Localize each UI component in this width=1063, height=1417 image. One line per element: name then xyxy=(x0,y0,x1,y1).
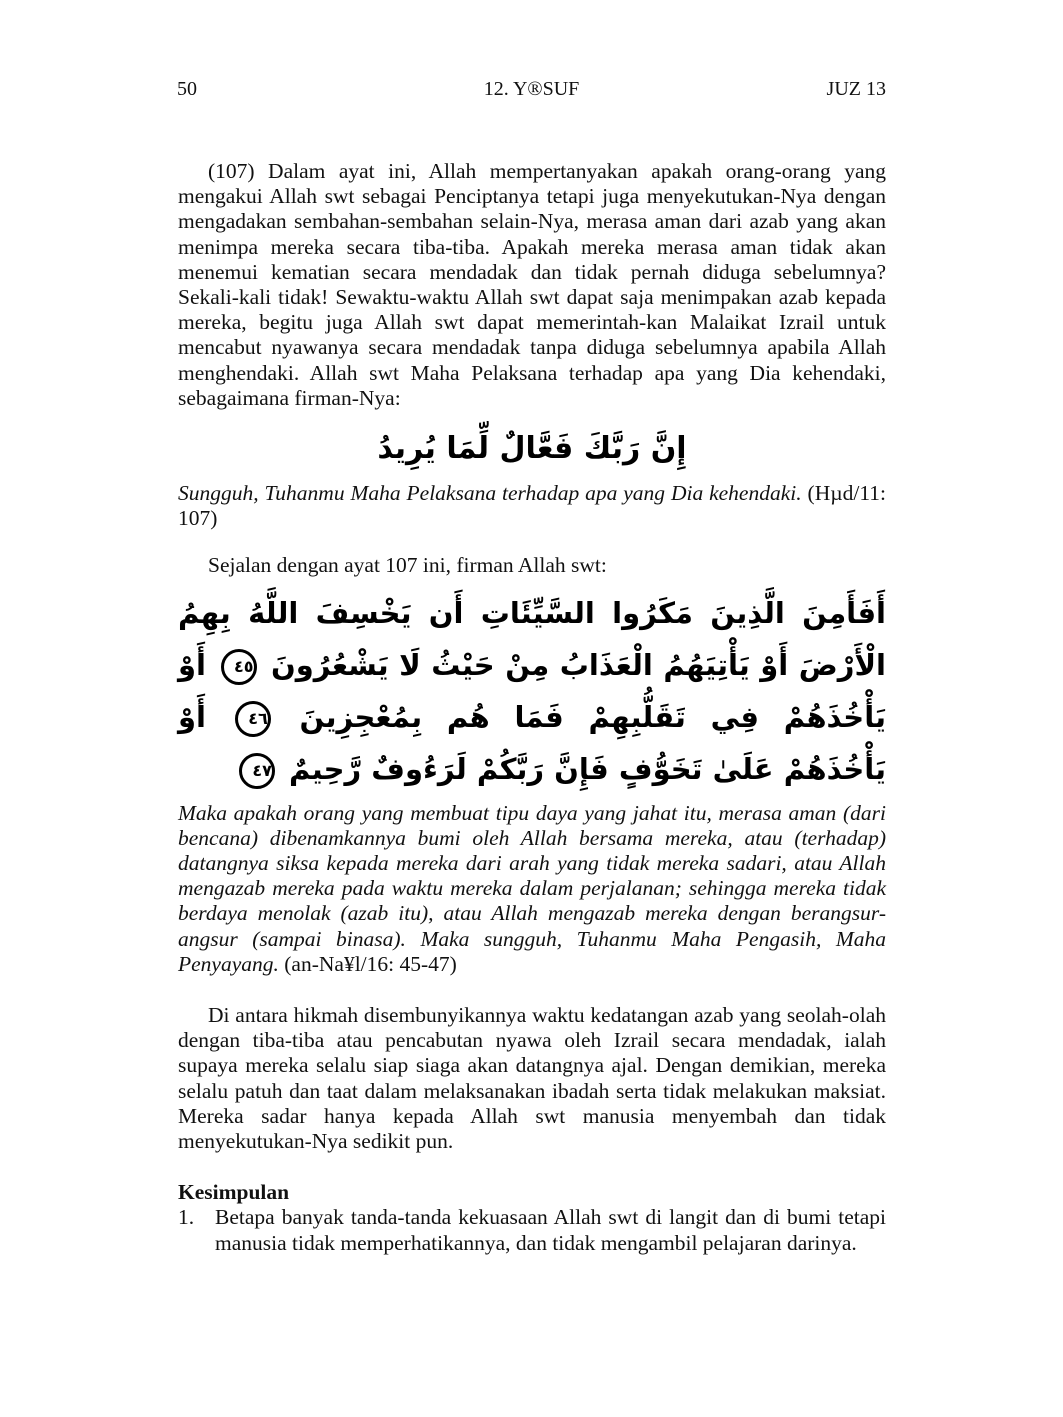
list-item xyxy=(178,1205,886,1255)
ayah-number-46: ٤٦ xyxy=(235,701,271,737)
juz-label: JUZ 13 xyxy=(826,78,886,100)
verse-1-translation: Sungguh, Tuhanmu Maha Pelaksana terhadap apa yang Dia kehendaki. xyxy=(178,481,802,506)
list-item-text: Betapa banyak tanda-tanda kekuasaan Allah swt di langit dan di bumi tetapi manusia tidak memperhatikannya, dan tidak mengambil pelajaran darinya. xyxy=(215,1205,886,1255)
list-item-number: 1. xyxy=(178,1205,195,1230)
verse-1-translation-block xyxy=(178,481,886,531)
arabic-verse-hud-107: إِنَّ رَبَّكَ فَعَّالٌ لِّمَا يُرِيدُ xyxy=(377,431,687,467)
arabic-ayah-45: أَفَأَمِنَ الَّذِينَ مَكَرُوا السَّيِّئَاتِ أَن يَخْسِفَ اللَّهُ بِهِمُ الْأَرْضَ أَوْ يَأْتِيَهُمُ الْعَذَابُ مِنْ حَيْثُ لَا يَشْعُرُونَ xyxy=(178,595,886,682)
conclusion-heading: Kesimpulan xyxy=(178,1180,290,1205)
ayah-number-47: ٤٧ xyxy=(239,753,275,789)
surah-title: 12. Y®SUF xyxy=(483,78,580,100)
verse-2-translation-block xyxy=(178,801,886,977)
paragraph-tafsir-107: (107) Dalam ayat ini, Allah mempertanyakan apakah orang-orang yang mengakui Allah swt sebagai Penciptanya tetapi juga menyekutukan-Nya dengan mengadakan sembahan-sembahan selain-Nya, merasa aman dari azab yang akan menimpa mereka secara tiba-tiba. Apakah mereka merasa aman tidak akan menemui kematian secara mendadak dan tidak pernah diduga sebelumnya? Sekali-kali tidak! Sewaktu-waktu Allah swt dapat saja menimpakan azab kepada mereka, begitu juga Allah swt dapat memerintah-kan Malaikat Izrail untuk mencabut nyawanya secara mendadak tanpa diduga sebelumnya apabila Allah menghendaki. Allah swt Maha Pelaksana terhadap apa yang Dia kehendaki, sebagaimana firman-Nya: xyxy=(178,159,886,410)
running-header xyxy=(177,76,886,106)
intro-verse-2: Sejalan dengan ayat 107 ini, firman Allah swt: xyxy=(208,553,607,578)
verse-2-reference: (an-Na¥l/16: 45-47) xyxy=(284,951,457,976)
verse-1-reference: (Hµd/11: 107) xyxy=(178,481,887,531)
verse-2-translation: Maka apakah orang yang membuat tipu daya yang jahat itu, merasa aman (dari bencana) dibenamkannya bumi oleh Allah bersama mereka, atau (terhadap) datangnya siksa kepada mereka dari arah yang tidak mereka sadari, atau Allah mengazab mereka pada waktu mereka dalam perjalanan; sehingga mereka tidak berdaya menolak (azab itu), atau Allah mengazab mereka dengan berangsur-angsur (sampai binasa). Maka sungguh, Tuhanmu Maha Pengasih, Maha Penyayang. xyxy=(178,800,886,976)
ayah-number-45: ٤٥ xyxy=(221,649,257,685)
main-content xyxy=(178,159,886,1256)
arabic-verse-nahl-45-47 xyxy=(178,587,886,795)
arabic-ayah-47: أَوْ يَأْخُذَهُمْ عَلَىٰ تَخَوُّفٍ فَإِنَّ رَبَّكُمْ لَرَءُوفٌ رَّحِيمٌ xyxy=(178,699,886,786)
page-number: 50 xyxy=(177,78,197,100)
arabic-ayah-46: أَوْ يَأْخُذَهُمْ فِي تَقَلُّبِهِمْ فَمَا هُم بِمُعْجِزِينَ xyxy=(178,647,886,734)
paragraph-hikmah: Di antara hikmah disembunyikannya waktu kedatangan azab yang seolah-olah dengan tiba-tiba atau pencabutan nyawa oleh Izrail secara mendadak, ialah supaya mereka selalu siap siaga akan datangnya ajal. Dengan demikian, mereka selalu patuh dan taat dalam melaksanakan ibadah serta tidak melakukan maksiat. Mereka sadar hanya kepada Allah swt manusia menyembah dan tidak menyekutukan-Nya sedikit pun. xyxy=(178,1003,886,1154)
